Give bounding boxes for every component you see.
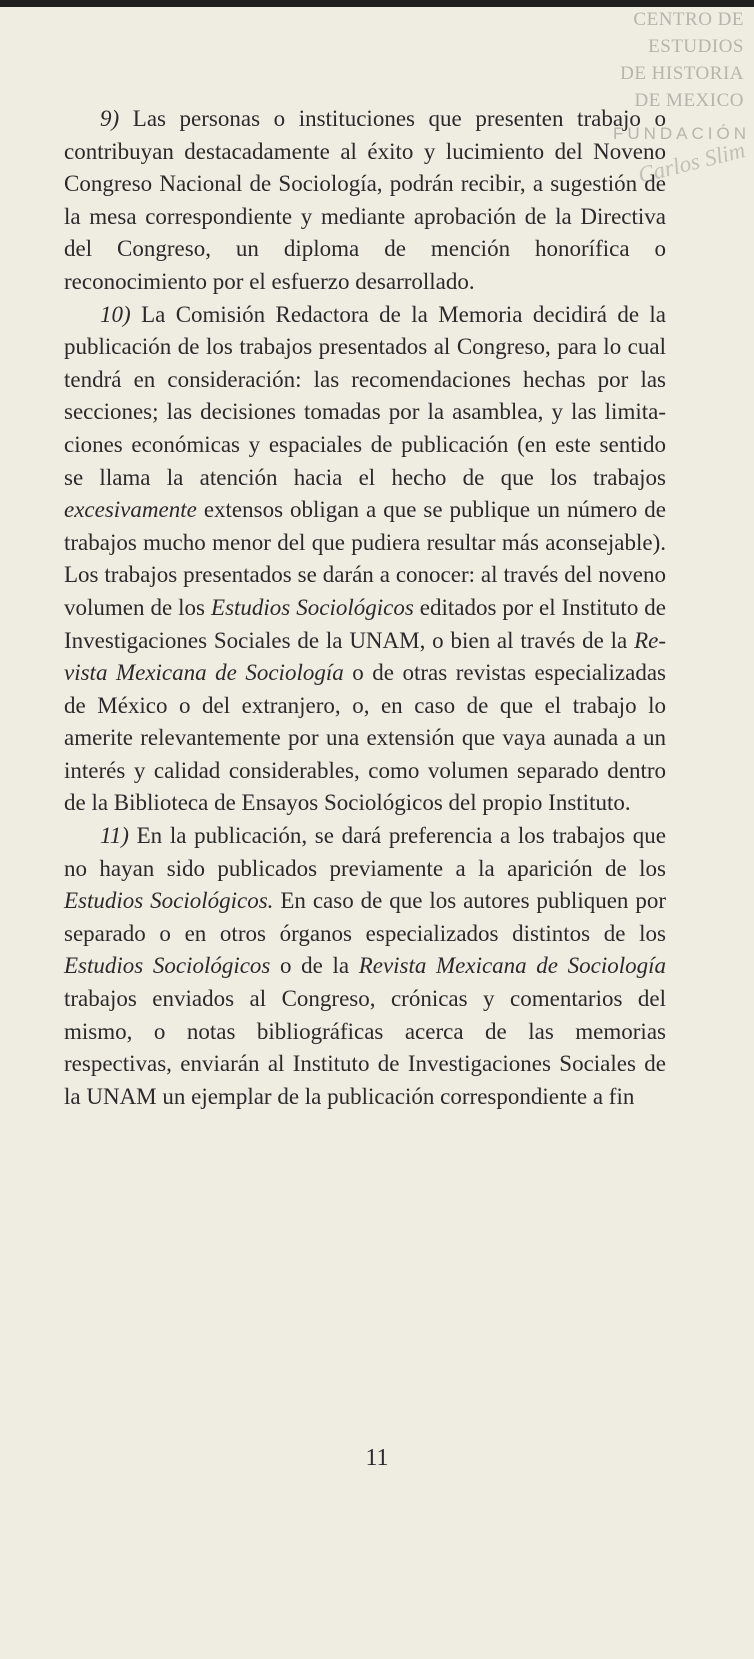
archive-watermark [574,6,744,114]
watermark-line: DE HISTORIA [620,63,744,84]
watermark-signature: Carlos Slim [635,137,748,188]
italic-title: Estudios Sociológicos [64,953,271,979]
paragraph-text: o de otras revistas especializadas de México o del extranjero, o, en caso de que el trabajo lo amerite relevantemente por una extensión que vaya aunada a un interés y calidad considerables, como volumen separado dentro de la Biblioteca de Ensayos Sociológicos del propio Instituto. [64,660,666,816]
paragraph-10 [64,299,666,821]
page-number: 11 [365,1445,389,1471]
paragraph-11 [64,820,666,1113]
paragraph-text: editados por el Instituto de Investigaciones Sociales de la UNAM, o bien al través de la [64,594,667,653]
watermark-fundacion: FUNDACIÓN [612,124,750,143]
paragraph-text: En caso de que los autores publiquen por separado o en otros órganos especializados distintos de los [64,888,666,946]
italic-title: Revista Mexicana de Sociología [358,953,666,979]
watermark-line: CENTRO DE [633,9,744,30]
paragraph-text: Las personas o instituciones que presenten trabajo o contribuyan destacadamente al éxito y lucimiento del Noveno Congreso Nacional de Sociología, podrán recibir, a sugestión de la mesa correspondiente y mediante aprobación de la Directiva del Congreso, un diploma de mención honorífica o reconocimiento por el esfuerzo desarrollado. [64,106,666,294]
italic-title: Revista Mexicana de Sociología [64,627,666,686]
paragraph-text: extensos obligan a que se publique un número de trabajos mucho menor del que pudiera resultar más aconsejable). Los trabajos presentados se darán a conocer: al través del noveno volumen de los [64,497,666,620]
italic-term: excesivamente [64,497,197,523]
watermark-line: ESTUDIOS [648,36,744,57]
italic-title: Estudios Sociológicos [211,594,414,620]
watermark-line: DE MEXICO [634,90,744,111]
paragraph-text: o de la [280,953,350,979]
paragraph-number: 10) [100,301,131,327]
paragraph-text: trabajos enviados al Congreso, crónicas y comentarios del mismo, o notas bibliográficas acerca de las memorias respectivas, enviarán al Instituto de Investigaciones Sociales de la UNAM un ejemplar de la publicación correspondiente a fin [64,986,666,1109]
paragraph-text: La Comisión Redactora de la Memoria decidirá de la publicación de los trabajos presentados al Congreso, para lo cual tendrá en consideración: las recomendaciones hechas por las secciones; las decisiones tomadas por la asamblea, y las limitaciones económicas y espaciales de publicación (en este sentido se llama la atención hacia el hecho de que los trabajos [64,301,667,490]
paragraph-text: En la publicación, se dará preferencia a los trabajos que no hayan sido publicados previamente a la aparición de los [64,823,667,881]
document-body [64,103,666,1113]
paragraph-number: 11) [100,823,129,849]
italic-title: Estudios Sociológicos. [64,888,274,914]
paragraph-9 [64,103,666,299]
paragraph-number: 9) [100,106,120,131]
